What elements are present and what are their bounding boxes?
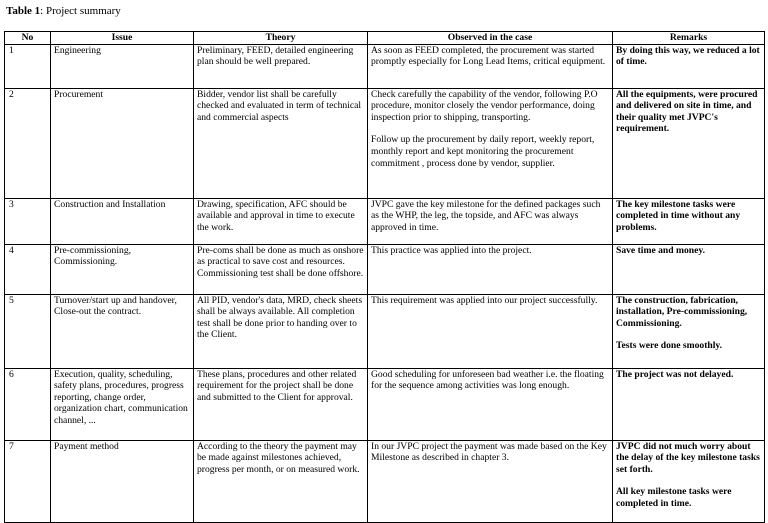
cell-observed — [368, 368, 613, 440]
header-issue: Issue — [51, 32, 194, 45]
cell-remarks-paragraph: By doing this way, we reduced a lot of time. — [616, 44, 760, 68]
cell-no: 1 — [5, 44, 51, 88]
table-row — [5, 368, 765, 440]
cell-issue: Procurement — [51, 88, 194, 198]
cell-observed — [368, 198, 613, 244]
cell-issue: Construction and Installation — [51, 198, 194, 244]
cell-theory-paragraph: According to the theory the payment may be made against milestones achieved, progress per month, or on measured work. — [197, 440, 360, 475]
cell-remarks-paragraph: Save time and money. — [616, 244, 706, 256]
cell-no: 5 — [5, 294, 51, 368]
cell-theory — [194, 198, 368, 244]
cell-no: 4 — [5, 244, 51, 294]
cell-remarks — [613, 44, 765, 88]
cell-remarks — [613, 294, 765, 368]
cell-observed-paragraph: This requirement was applied into our project successfully. — [371, 294, 598, 306]
header-remarks: Remarks — [613, 32, 765, 45]
table-header-row — [5, 32, 765, 45]
cell-observed-paragraph: JVPC gave the key milestone for the defined packages such as the WHP, the leg, the topside, and AFC was always approved in time. — [371, 198, 601, 233]
cell-no: 2 — [5, 88, 51, 198]
cell-observed-paragraph: This practice was applied into the project. — [371, 244, 532, 256]
cell-theory — [194, 44, 368, 88]
cell-observed — [368, 440, 613, 522]
cell-issue: Engineering — [51, 44, 194, 88]
cell-remarks-paragraph: The construction, fabrication, installation, Pre-commissioning, Commissioning. — [616, 294, 748, 329]
cell-issue: Pre-commissioning, Commissioning. — [51, 244, 194, 294]
header-no: No — [5, 32, 51, 45]
cell-remarks-paragraph: All the equipments, were procured and delivered on site in time, and their quality met JVPC's requirement. — [616, 88, 758, 135]
cell-observed-paragraph: Good scheduling for unforeseen bad weather i.e. the floating for the sequence among activities was long enough. — [371, 368, 604, 392]
cell-remarks-paragraph: Tests were done smoothly. — [616, 340, 723, 352]
cell-observed-paragraph: Follow up the procurement by daily report, weekly report, monthly report and kept monitoring the procurement commitment , process done by vendor, supplier. — [371, 134, 595, 169]
cell-no: 7 — [5, 440, 51, 522]
cell-theory-paragraph: Bidder, vendor list shall be carefully checked and evaluated in term of technical and commercial aspects — [197, 88, 362, 123]
header-theory: Theory — [194, 32, 368, 45]
cell-theory-paragraph: Preliminary, FEED, detailed engineering plan should be well prepared. — [197, 44, 354, 68]
cell-no: 6 — [5, 368, 51, 440]
cell-remarks — [613, 368, 765, 440]
cell-observed-paragraph: Check carefully the capability of the vendor, following P.O procedure, monitor closely the vendor performance, doing inspection prior to shipping, transporting. — [371, 88, 598, 123]
cell-observed-paragraph: As soon as FEED completed, the procurement was started promptly especially for Long Lead Items, critical equipment. — [371, 44, 606, 68]
cell-observed-paragraph: In our JVPC project the payment was made based on the Key Milestone as described in chapter 3. — [371, 440, 607, 464]
cell-remarks — [613, 88, 765, 198]
cell-observed — [368, 88, 613, 198]
cell-theory-paragraph: These plans, procedures and other related requirement for the project shall be done and submitted to the Client for approval. — [197, 368, 357, 403]
cell-remarks — [613, 244, 765, 294]
cell-remarks-paragraph: The key milestone tasks were completed in time without any problems. — [616, 198, 741, 233]
cell-issue: Payment method — [51, 440, 194, 522]
cell-theory — [194, 368, 368, 440]
table-row — [5, 44, 765, 88]
project-summary-table — [4, 31, 765, 523]
table-row — [5, 88, 765, 198]
cell-issue: Turnover/start up and handover, Close-out the contract. — [51, 294, 194, 368]
cell-theory-paragraph: Drawing, specification, AFC should be available and approval in time to execute the work. — [197, 198, 355, 233]
table-caption-label: Table 1 — [6, 5, 41, 17]
cell-observed — [368, 244, 613, 294]
cell-theory-paragraph: All PID, vendor's data, MRD, check sheets shall be always available. All completion test shall be done prior to handing over to the Client. — [197, 294, 363, 341]
cell-remarks — [613, 440, 765, 522]
table-row — [5, 440, 765, 522]
cell-theory — [194, 440, 368, 522]
table-caption-text: : Project summary — [40, 5, 121, 17]
cell-remarks — [613, 198, 765, 244]
table-row — [5, 244, 765, 294]
table-row — [5, 198, 765, 244]
cell-remarks-paragraph: JVPC did not much worry about the delay of the key milestone tasks set forth. — [616, 440, 760, 475]
table-row — [5, 294, 765, 368]
cell-remarks-paragraph: The project was not delayed. — [616, 368, 734, 380]
table-body — [5, 44, 765, 522]
cell-theory — [194, 294, 368, 368]
cell-issue: Execution, quality, scheduling, safety plans, procedures, progress reporting, change order, organization chart, communication channel, ... — [51, 368, 194, 440]
cell-no: 3 — [5, 198, 51, 244]
cell-theory-paragraph: Pre-coms shall be done as much as onshore as practical to save cost and resources. Commissioning test shall be done offshore. — [197, 244, 364, 279]
cell-theory — [194, 244, 368, 294]
cell-observed — [368, 44, 613, 88]
cell-observed — [368, 294, 613, 368]
cell-theory — [194, 88, 368, 198]
table-caption — [6, 4, 121, 18]
cell-remarks-paragraph: All key milestone tasks were completed in time. — [616, 486, 732, 509]
header-observed: Observed in the case — [368, 32, 613, 45]
